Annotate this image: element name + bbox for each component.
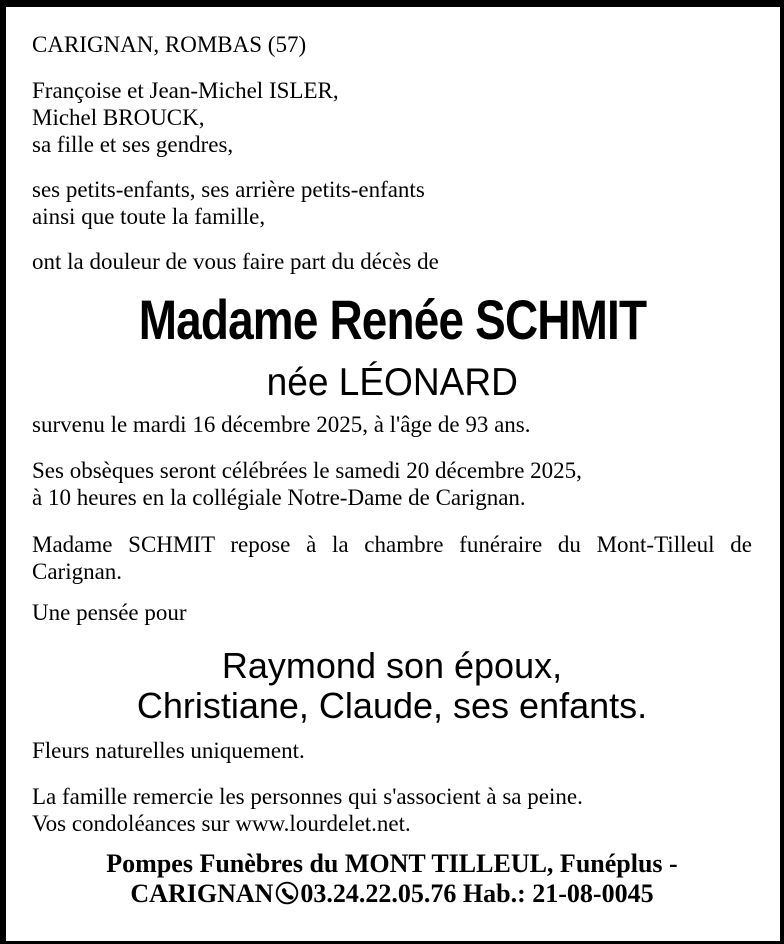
funeral-paragraph <box>32 457 752 511</box>
family-line: ainsi que toute la famille, <box>32 204 266 229</box>
family-line: Michel BROUCK, <box>32 105 205 130</box>
thanks-line: Vos condoléances sur www.lourdelet.net. <box>32 811 411 836</box>
family-line: Françoise et Jean-Michel ISLER, <box>32 78 339 103</box>
death-date-line: survenu le mardi 16 décembre 2025, à l'âge de 93 ans. <box>32 412 531 437</box>
repose-paragraph: Madame SCHMIT repose à la chambre funéraire du Mont-Tilleul de Carignan. <box>32 532 752 584</box>
deceased-name-heading <box>32 289 752 351</box>
tribute-line: Christiane, Claude, ses enfants. <box>136 685 648 726</box>
thanks-paragraph <box>32 783 752 837</box>
deceased-name-text: Madame Renée SCHMIT <box>138 288 646 351</box>
habilitation-number: Hab.: 21-08-0045 <box>462 879 654 908</box>
funeral-home-footer <box>32 849 752 912</box>
funeral-line: Ses obsèques seront célébrées le samedi 20 décembre 2025, <box>32 458 582 483</box>
funeral-home-city: CARIGNAN <box>130 879 274 908</box>
funeral-line: à 10 heures en la collégiale Notre-Dame de Carignan. <box>32 485 526 510</box>
flowers-note: Fleurs naturelles uniquement. <box>32 738 305 763</box>
death-announcement-intro: ont la douleur de vous faire part du décès de <box>32 249 439 274</box>
phone-number: 03.24.22.05.76 <box>300 879 457 908</box>
thanks-line: La famille remercie les personnes qui s'associent à sa peine. <box>32 784 583 809</box>
tribute-line: Raymond son époux, <box>221 645 563 686</box>
family-paragraph-2 <box>32 176 752 230</box>
funeral-home-name: Pompes Funèbres du MONT TILLEUL, Funéplus - <box>106 849 678 878</box>
family-line: ses petits-enfants, ses arrière petits-enfants <box>32 177 425 202</box>
family-line: sa fille et ses gendres, <box>32 132 234 157</box>
thought-intro: Une pensée pour <box>32 600 187 625</box>
location-header: CARIGNAN, ROMBAS (57) <box>32 32 307 57</box>
phone-in-circle-icon <box>275 881 299 912</box>
maiden-name-text: née LÉONARD <box>266 361 518 404</box>
tribute-paragraph <box>32 646 752 726</box>
maiden-name-heading <box>32 361 752 405</box>
family-paragraph-1 <box>32 77 752 158</box>
funeral-home-contact <box>32 879 752 912</box>
